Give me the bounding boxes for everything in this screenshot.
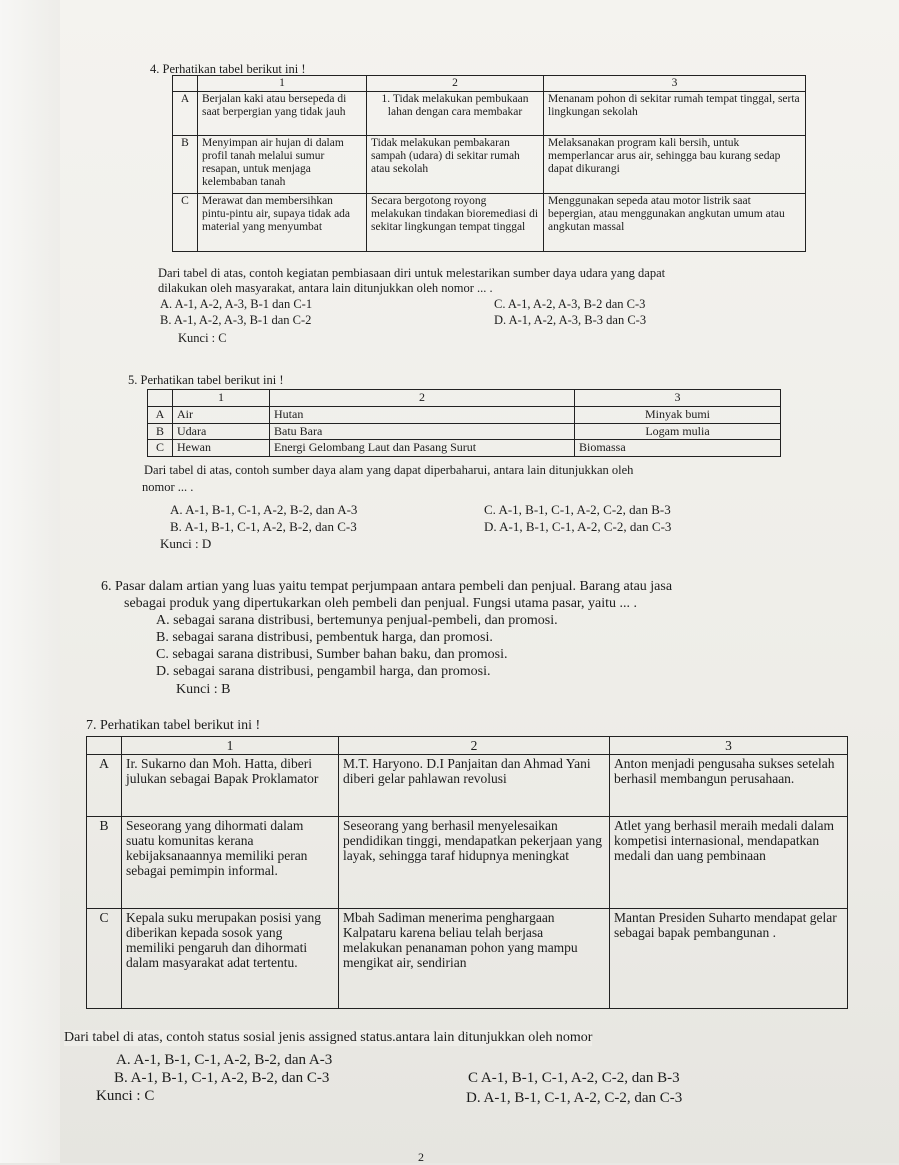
q6-text-line2: sebagai produk yang dipertukarkan oleh pembeli dan penjual. Fungsi utama pasar, yaitu ... . [124,596,638,611]
q4-answer-key: Kunci : C [178,331,227,345]
q4-header-3: 3 [544,76,806,92]
q7-cell-b1: Seseorang yang dihormati dalam suatu komunitas kerana kebijaksanaannya memiliki peran sebagai pemimpin informal. [122,817,339,909]
q5-option-b: B. A-1, B-1, C-1, A-2, B-2, dan C-3 [170,519,357,534]
q5-row-label-b: B [148,423,173,440]
q6-option-d: D. sebagai sarana distribusi, pengambil harga, dan promosi. [156,664,491,679]
q4-cell-a3: Menanam pohon di sekitar rumah tempat tinggal, serta lingkungan sekolah [544,91,806,135]
q4-cell-b2: Tidak melakukan pembakaran sampah (udara) di sekitar rumah atau sekolah [367,135,544,193]
q4-row-label-c: C [173,193,198,251]
q4-cell-c2: Secara bergotong royong melakukan tindakan bioremediasi di sekitar lingkungan tempat tinggal [367,193,544,251]
q7-cell-c3: Mantan Presiden Suharto mendapat gelar sebagai bapak pembangunan . [610,909,848,1009]
q7-cell-a1: Ir. Sukarno dan Moh. Hatta, diberi julukan sebagai Bapak Proklamator [122,755,339,817]
q4-cell-c1: Merawat dan membersihkan pintu-pintu air, supaya tidak ada material yang menyumbat [198,193,367,251]
q4-row-label-a: A [173,91,198,135]
q5-cell-a1: Air [173,406,270,423]
q7-cell-a2: M.T. Haryono. D.I Panjaitan dan Ahmad Yani diberi gelar pahlawan revolusi [339,755,610,817]
q7-option-a: A. A-1, B-1, C-1, A-2, B-2, dan A-3 [116,1052,333,1068]
q5-header-2: 2 [270,390,575,407]
q4-option-d: D. A-1, A-2, A-3, B-3 dan C-3 [494,313,647,327]
q4-header-1: 1 [198,76,367,92]
q5-cell-b2: Batu Bara [270,423,575,440]
q7-cell-b3: Atlet yang berhasil meraih medali dalam kompetisi internasional, mendapatkan medali dan uang pembinaan [610,817,848,909]
q5-cell-b1: Udara [173,423,270,440]
q5-cell-a3: Minyak bumi [575,406,781,423]
q5-answer-key: Kunci : D [160,536,212,551]
question-7-title: 7. Perhatikan tabel berikut ini ! [86,718,261,733]
q5-header-3: 3 [575,390,781,407]
question-5-table [147,389,781,457]
q5-row-label-a: A [148,406,173,423]
q5-cell-a2: Hutan [270,406,575,423]
q4-cell-a1: Berjalan kaki atau bersepeda di saat berpergian yang tidak jauh [198,91,367,135]
q7-cell-b2: Seseorang yang berhasil menyelesaikan pendidikan tinggi, mendapatkan pekerjaan yang layak, sehingga taraf hidupnya meningkat [339,817,610,909]
q5-cell-c1: Hewan [173,440,270,457]
question-5-title: 5. Perhatikan tabel berikut ini ! [128,373,284,387]
q6-answer-key: Kunci : B [176,682,231,697]
q7-option-c: C A-1, B-1, C-1, A-2, C-2, dan B-3 [468,1070,680,1086]
q5-header-1: 1 [173,390,270,407]
q7-row-label-b: B [87,817,122,909]
q7-header-2: 2 [339,737,610,755]
q7-row-label-a: A [87,755,122,817]
q4-option-b: B. A-1, A-2, A-3, B-1 dan C-2 [160,313,312,327]
q5-cell-c3: Biomassa [575,440,781,457]
q4-question-line2: dilakukan oleh masyarakat, antara lain ditunjukkan oleh nomor ... . [158,281,493,295]
question-7-table [86,736,848,1009]
q5-cell-c2: Energi Gelombang Laut dan Pasang Surut [270,440,575,457]
q5-option-a: A. A-1, B-1, C-1, A-2, B-2, dan A-3 [170,502,358,517]
q4-cell-b1: Menyimpan air hujan di dalam profil tanah melalui sumur resapan, untuk menjaga kelembaban tanah [198,135,367,193]
q7-cell-c1: Kepala suku merupakan posisi yang diberikan kepada sosok yang memiliki pengaruh dan dihormati dalam masyarakat adat tertentu. [122,909,339,1009]
q4-option-c: C. A-1, A-2, A-3, B-2 dan C-3 [494,297,646,311]
q7-cell-c2: Mbah Sadiman menerima penghargaan Kalpataru karena beliau telah berjasa melakukan penanaman pohon yang mampu mengikat air, sendirian [339,909,610,1009]
q7-header-3: 3 [610,737,848,755]
q7-option-b: B. A-1, B-1, C-1, A-2, B-2, dan C-3 [114,1070,330,1086]
q4-header-2: 2 [367,76,544,92]
q4-cell-b3: Melaksanakan program kali bersih, untuk memperlancar arus air, sehingga bau kurang sedap dapat dikurangi [544,135,806,193]
q5-option-d: D. A-1, B-1, C-1, A-2, C-2, dan C-3 [484,519,672,534]
question-4-title: 4. Perhatikan tabel berikut ini ! [150,62,306,76]
q4-row-label-b: B [173,135,198,193]
q7-answer-key: Kunci : C [96,1088,155,1104]
q5-cell-b3: Logam mulia [575,423,781,440]
page-number: 2 [418,1150,424,1164]
q7-row-label-c: C [87,909,122,1009]
q4-question-line1: Dari tabel di atas, contoh kegiatan pembiasaan diri untuk melestarikan sumber daya udara yang dapat [158,266,666,280]
q5-question-line2: nomor ... . [142,480,194,494]
q4-cell-a2: 1. Tidak melakukan pembukaan lahan dengan cara membakar [367,91,544,135]
question-4-table [172,75,806,252]
q7-cell-a3: Anton menjadi pengusaha sukses setelah berhasil membangun perusahaan. [610,755,848,817]
q7-question-line1: Dari tabel di atas, contoh status sosial jenis assigned status.antara lain ditunjukkan oleh nomor [64,1030,593,1045]
q7-header-1: 1 [122,737,339,755]
q4-cell-c3: Menggunakan sepeda atau motor listrik saat bepergian, atau menggunakan angkutan umum atau angkutan massal [544,193,806,251]
q6-option-c: C. sebagai sarana distribusi, Sumber bahan baku, dan promosi. [156,647,508,662]
q6-option-a: A. sebagai sarana distribusi, bertemunya penjual-pembeli, dan promosi. [156,613,558,628]
q7-option-d: D. A-1, B-1, C-1, A-2, C-2, dan C-3 [466,1090,683,1106]
q5-question-line1: Dari tabel di atas, contoh sumber daya alam yang dapat diperbaharui, antara lain ditunjukkan oleh [144,463,634,477]
q4-option-a: A. A-1, A-2, A-3, B-1 dan C-1 [160,297,313,311]
q5-row-label-c: C [148,440,173,457]
q6-text-line1: 6. Pasar dalam artian yang luas yaitu tempat perjumpaan antara pembeli dan penjual. Barang atau jasa [101,579,673,594]
q6-option-b: B. sebagai sarana distribusi, pembentuk harga, dan promosi. [156,630,493,645]
q5-option-c: C. A-1, B-1, C-1, A-2, C-2, dan B-3 [484,502,671,517]
